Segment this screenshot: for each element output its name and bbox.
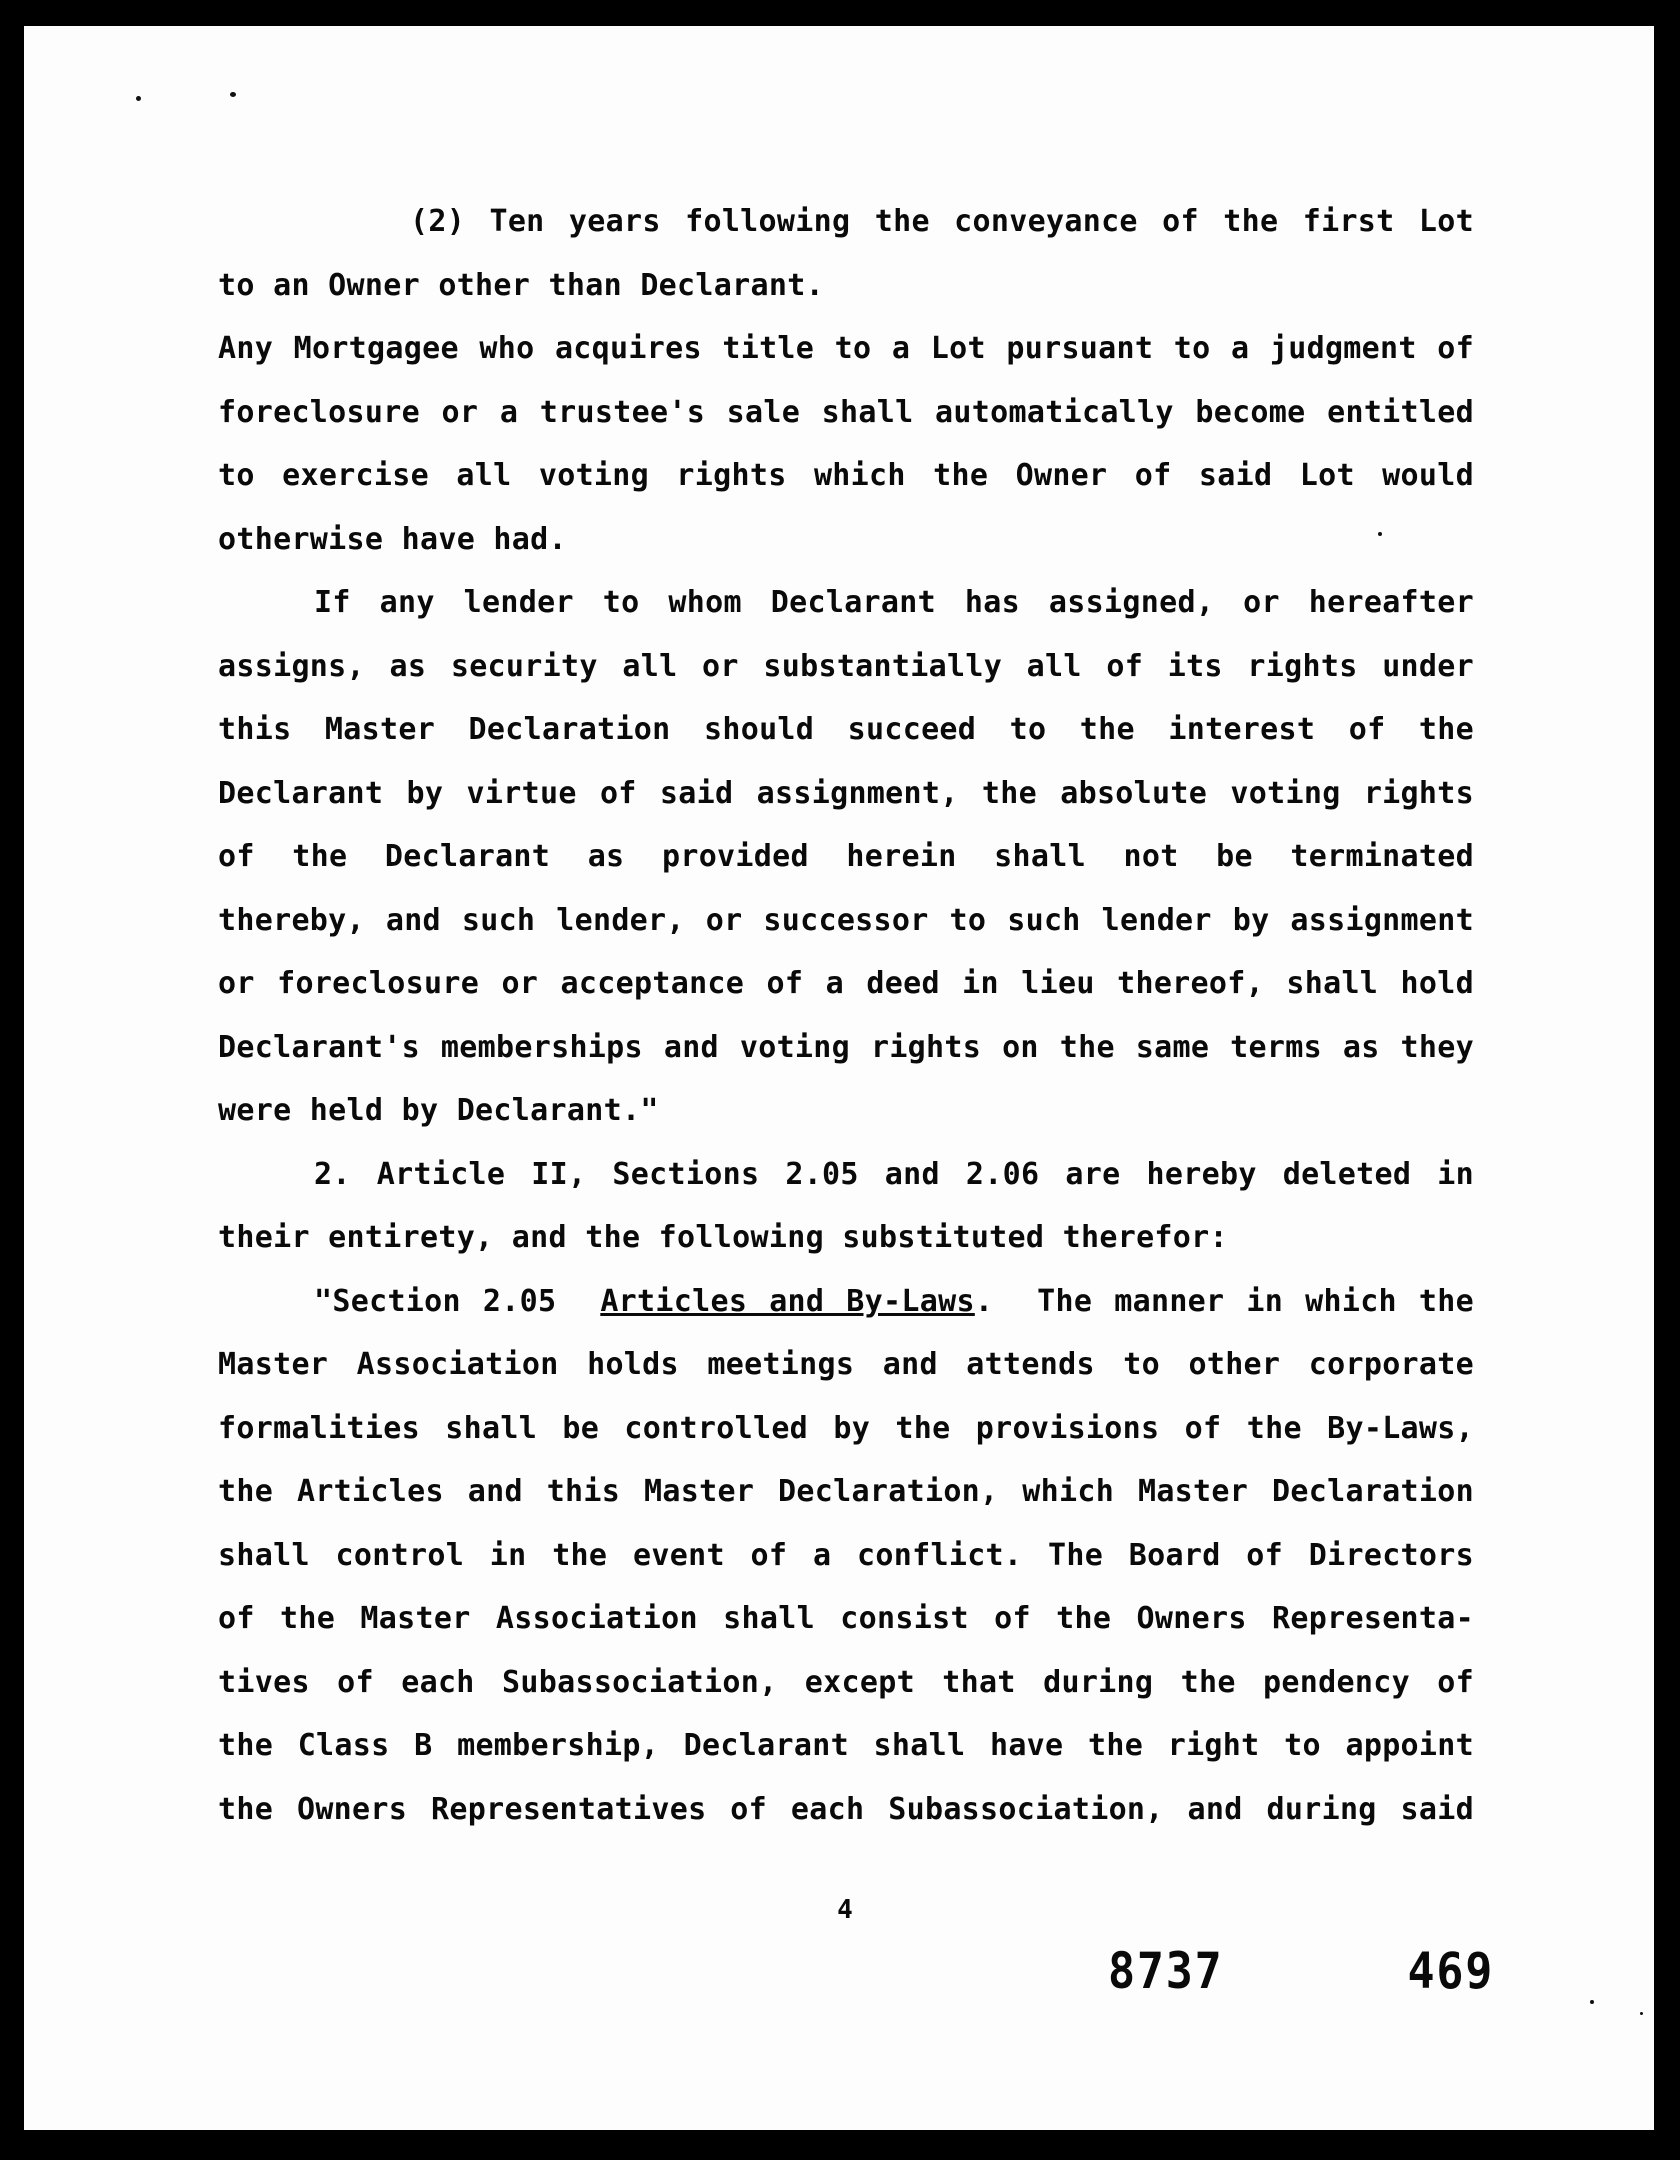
page-number: 4	[837, 1895, 853, 1925]
text-line: Declarant by virtue of said assignment, the absolute voting rights	[218, 775, 1474, 811]
text-line: the Owners Representatives of each Subassociation, and during said	[218, 1791, 1474, 1827]
text-line: shall control in the event of a conflict. The Board of Directors	[218, 1537, 1474, 1573]
text-line: Master Association holds meetings and attends to other corporate	[218, 1347, 1474, 1382]
scan-speck	[1640, 2012, 1643, 2015]
scan-border-top	[0, 0, 1680, 28]
text-line: this Master Declaration should succeed to the interest of the	[218, 712, 1474, 747]
text-line: were held by Declarant."	[218, 1093, 659, 1128]
text-line: the Class B membership, Declarant shall have the right to appoint	[218, 1728, 1474, 1763]
text-line: assigns, as security all or substantially all of its rights under	[218, 648, 1474, 684]
text-line: Any Mortgagee who acquires title to a Lot pursuant to a judgment of	[218, 331, 1474, 366]
text-line: 2. Article II, Sections 2.05 and 2.06 are hereby deleted in	[314, 1156, 1474, 1192]
section-heading-line	[218, 1270, 1474, 1334]
text-line: to an Owner other than Declarant.	[218, 267, 824, 303]
text-line: of the Master Association shall consist of the Owners Representa-	[218, 1601, 1474, 1636]
text-line: otherwise have had.	[218, 521, 567, 557]
text-line: Declarant's memberships and voting rights on the same terms as they	[218, 1029, 1474, 1065]
scan-speck	[136, 96, 141, 101]
text-line: (2) Ten years following the conveyance of the first Lot	[410, 204, 1474, 239]
text-line: tives of each Subassociation, except that during the pendency of	[218, 1664, 1474, 1700]
text-line: the Articles and this Master Declaration, which Master Declaration	[218, 1474, 1474, 1509]
scan-speck	[1590, 2000, 1594, 2004]
text-line: formalities shall be controlled by the provisions of the By-Laws,	[218, 1410, 1474, 1446]
text-line: thereby, and such lender, or successor to such lender by assignment	[218, 902, 1474, 938]
document-stamp-number: 8737 469	[1108, 1942, 1495, 2000]
text-line: If any lender to whom Declarant has assigned, or hereafter	[314, 585, 1474, 620]
text-line: to exercise all voting rights which the Owner of said Lot would	[218, 458, 1474, 493]
section-suffix: . The manner in which the	[974, 1283, 1474, 1319]
scan-speck	[230, 92, 236, 97]
text-line: foreclosure or a trustee's sale shall automatically become entitled	[218, 394, 1474, 430]
document-body	[218, 190, 1474, 1841]
text-line: of the Declarant as provided herein shall not be terminated	[218, 839, 1474, 874]
text-line: or foreclosure or acceptance of a deed in lieu thereof, shall hold	[218, 966, 1474, 1001]
section-prefix: "Section 2.05	[314, 1283, 601, 1319]
text-line: their entirety, and the following substituted therefor:	[218, 1220, 1228, 1255]
section-heading: Articles and By-Laws	[600, 1283, 975, 1319]
